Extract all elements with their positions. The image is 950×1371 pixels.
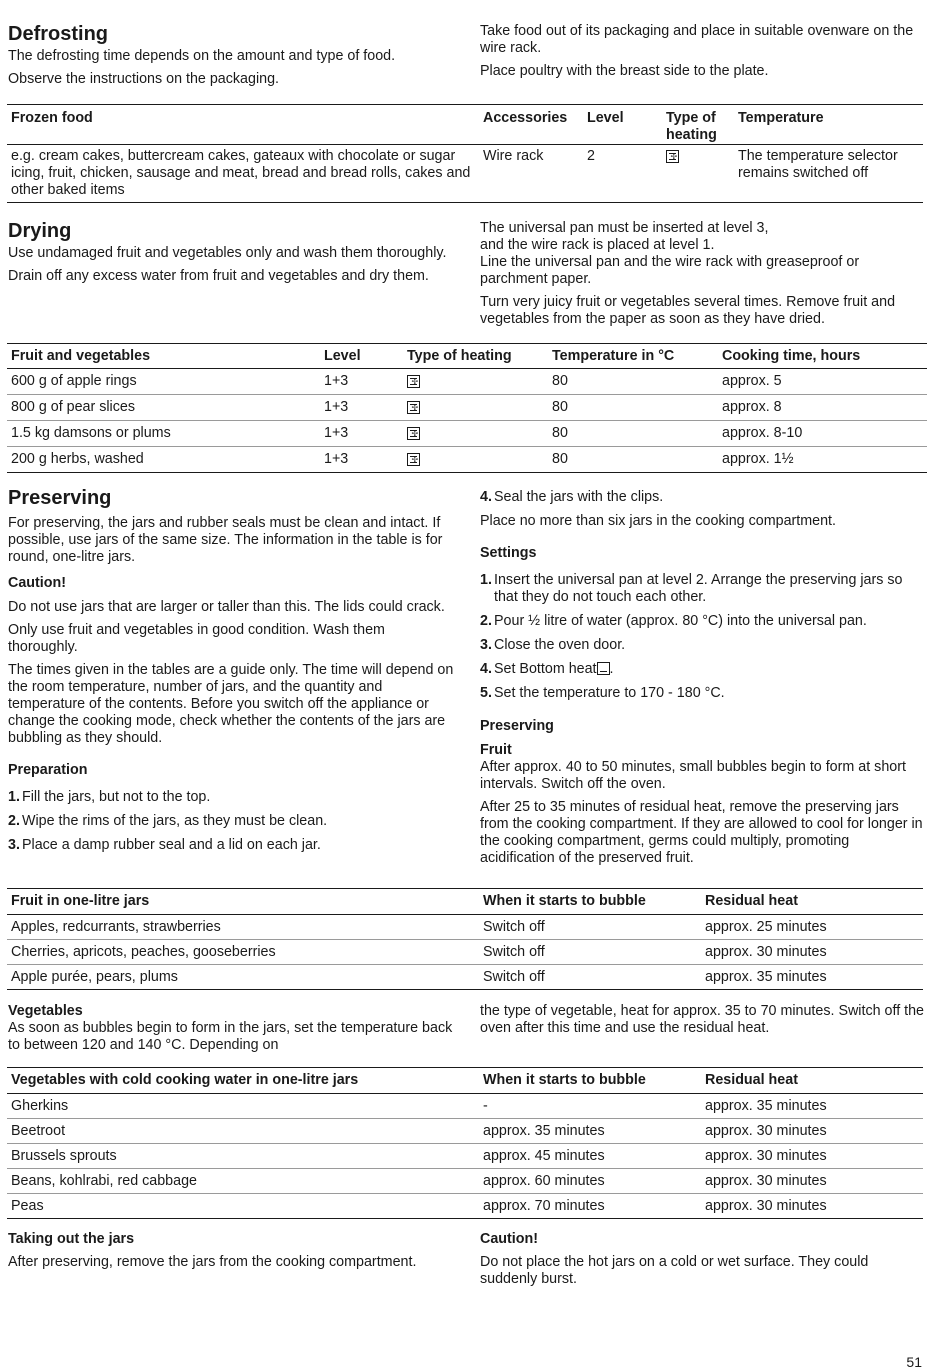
caution-text: Do not use jars that are larger or taller than this. The lids could crack.	[8, 599, 445, 615]
table-cell: Wire rack	[483, 148, 544, 164]
table-row	[7, 965, 923, 990]
drying-text: The universal pan must be inserted at level 3,	[480, 220, 769, 236]
table-cell: Gherkins	[11, 1098, 69, 1114]
list-item: 2. Pour ½ litre of water (approx. 80 °C) into the universal pan.	[480, 613, 867, 629]
drying-text: Line the universal pan and the wire rack with greaseproof or parchment paper.	[480, 254, 860, 287]
table-row	[7, 1094, 923, 1119]
list-item: 1. Fill the jars, but not to the top.	[8, 789, 211, 805]
preserving-subheading: Preserving	[480, 718, 554, 734]
table-cell: Cherries, apricots, peaches, gooseberries	[11, 944, 276, 960]
table-cell: Switch off	[483, 969, 545, 985]
table-cell: Beans, kohlrabi, red cabbage	[11, 1173, 197, 1189]
preserving-left-column	[8, 486, 458, 861]
table-header: Residual heat	[705, 893, 798, 909]
table-cell: approx. 25 minutes	[705, 919, 827, 935]
table-cell: approx. 8-10	[722, 425, 803, 441]
table-header: Residual heat	[705, 1072, 798, 1088]
hot-air-icon: ✢	[407, 401, 420, 414]
table-cell: The temperature selector remains switched off	[738, 148, 898, 181]
defrosting-text: Observe the instructions on the packaging.	[8, 71, 280, 87]
list-item: 4. Seal the jars with the clips.	[480, 489, 664, 505]
table-cell	[403, 421, 548, 447]
table-cell: Apples, redcurrants, strawberries	[11, 919, 221, 935]
table-header: When it starts to bubble	[483, 893, 646, 909]
table-row	[7, 145, 923, 203]
hot-air-icon: ✢	[407, 375, 420, 388]
table-cell	[403, 395, 548, 421]
table-cell: Apple purée, pears, plums	[11, 969, 178, 985]
table-cell: e.g. cream cakes, buttercream cakes, gateaux with chocolate or sugar icing, fruit, chicken, sausage and meat, bread and bread rolls, cakes and other baked items	[11, 148, 471, 198]
table-row	[7, 421, 927, 447]
table-cell: approx. 5	[722, 373, 782, 389]
table-row	[7, 1169, 923, 1194]
table-header: Level	[324, 348, 361, 364]
settings-steps	[480, 572, 925, 702]
settings-heading: Settings	[480, 545, 537, 561]
bottom-heat-icon	[597, 662, 610, 675]
table-cell: approx. 30 minutes	[705, 1123, 827, 1139]
table-header: Fruit in one-litre jars	[11, 893, 150, 909]
table-cell: 600 g of apple rings	[11, 373, 137, 389]
list-item: 1. Insert the universal pan at level 2. Arrange the preserving jars so that they do not touch each other.	[480, 572, 903, 605]
hot-air-icon: ✢	[407, 453, 420, 466]
table-header: Fruit and vegetables	[11, 348, 151, 364]
preparation-steps	[8, 789, 458, 854]
fruit-table	[7, 888, 923, 990]
table-cell: approx. 30 minutes	[705, 944, 827, 960]
list-item: 5. Set the temperature to 170 - 180 °C.	[480, 685, 725, 701]
table-header: Temperature in °C	[552, 348, 675, 364]
table-cell: 80	[552, 425, 568, 441]
table-row	[7, 1144, 923, 1169]
table-header: Type of heating	[407, 348, 512, 364]
defrosting-table	[7, 104, 923, 203]
max-jars-text: Place no more than six jars in the cooking compartment.	[480, 513, 837, 529]
defrosting-title: Defrosting	[8, 23, 108, 45]
table-cell: 80	[552, 451, 568, 467]
table-header: Accessories	[483, 110, 568, 126]
table-row	[7, 915, 923, 940]
vegetables-heading: Vegetables	[8, 1003, 83, 1019]
table-cell: approx. 35 minutes	[705, 969, 827, 985]
table-row	[7, 395, 927, 421]
table-header: Vegetables with cold cooking water in one-litre jars	[11, 1072, 359, 1088]
preserving-right-column	[480, 489, 925, 873]
caution-heading: Caution!	[8, 575, 66, 591]
hot-air-icon: ✢	[407, 427, 420, 440]
table-cell: approx. 70 minutes	[483, 1198, 605, 1214]
defrosting-left-column	[8, 22, 463, 94]
table-header-row	[7, 1068, 923, 1094]
table-row	[7, 447, 927, 473]
table-cell: Peas	[11, 1198, 44, 1214]
preserving-intro: For preserving, the jars and rubber seals must be clean and intact. If possible, use jars of the same size. The information in the table is for round, one-litre jars.	[8, 515, 443, 565]
table-cell: approx. 35 minutes	[705, 1098, 827, 1114]
drying-table	[7, 343, 927, 473]
table-header-row	[7, 344, 927, 369]
table-cell	[662, 145, 734, 203]
table-cell: approx. 30 minutes	[705, 1148, 827, 1164]
list-item: 3. Close the oven door.	[480, 637, 626, 653]
table-cell: approx. 35 minutes	[483, 1123, 605, 1139]
table-header: Level	[587, 110, 624, 126]
table-cell: Brussels sprouts	[11, 1148, 117, 1164]
table-cell: 80	[552, 373, 568, 389]
caution-text: Do not place the hot jars on a cold or wet surface. They could suddenly burst.	[480, 1254, 869, 1287]
taking-out-text: After preserving, remove the jars from the cooking compartment.	[8, 1254, 417, 1270]
vegetables-table	[7, 1067, 923, 1219]
preserving-title: Preserving	[8, 487, 112, 509]
caution-text: Only use fruit and vegetables in good condition. Wash them thoroughly.	[8, 622, 385, 655]
table-header: When it starts to bubble	[483, 1072, 646, 1088]
list-item: 4. Set Bottom heat .	[480, 661, 614, 677]
drying-text: and the wire rack is placed at level 1.	[480, 237, 715, 253]
table-cell: approx. 30 minutes	[705, 1173, 827, 1189]
table-header-row	[7, 105, 923, 145]
table-row	[7, 369, 927, 395]
caution-column	[480, 1231, 925, 1294]
table-cell: approx. 60 minutes	[483, 1173, 605, 1189]
table-cell: approx. 30 minutes	[705, 1198, 827, 1214]
list-item: 3. Place a damp rubber seal and a lid on each jar.	[8, 837, 321, 853]
table-cell: 1+3	[324, 451, 349, 467]
drying-title: Drying	[8, 220, 72, 242]
table-row	[7, 940, 923, 965]
table-cell: 1+3	[324, 425, 349, 441]
preparation-heading: Preparation	[8, 762, 88, 778]
drying-right-column	[480, 220, 925, 334]
caution-heading: Caution!	[480, 1231, 538, 1247]
vegetables-left-column	[8, 1003, 458, 1060]
table-cell: 80	[552, 399, 568, 415]
table-row	[7, 1194, 923, 1219]
table-cell: Beetroot	[11, 1123, 66, 1139]
table-header: Type of heating	[666, 110, 717, 143]
table-cell: 1.5 kg damsons or plums	[11, 425, 171, 441]
table-cell: -	[483, 1098, 488, 1114]
taking-out-column	[8, 1231, 458, 1277]
table-cell: approx. 1½	[722, 451, 794, 467]
hot-air-icon: ✢	[666, 150, 679, 163]
drying-left-column	[8, 219, 463, 291]
preparation-steps-continued	[480, 489, 925, 506]
fruit-text: After 25 to 35 minutes of residual heat, remove the preserving jars from the cooking compartment. If they are allowed to cool for longer in the cooking compartment, germs could multiply, promoting acidification of the preserved fruit.	[480, 799, 923, 866]
table-cell: Switch off	[483, 919, 545, 935]
table-row	[7, 1119, 923, 1144]
table-cell: 200 g herbs, washed	[11, 451, 144, 467]
table-cell: 1+3	[324, 373, 349, 389]
defrosting-right-column	[480, 23, 925, 86]
drying-text: Turn very juicy fruit or vegetables several times. Remove fruit and vegetables from the paper as soon as they have dried.	[480, 294, 896, 327]
table-cell	[403, 369, 548, 395]
defrosting-text: Take food out of its packaging and place in suitable ovenware on the wire rack.	[480, 23, 914, 56]
vegetables-text: As soon as bubbles begin to form in the jars, set the temperature back to between 120 and 140 °C. Depending on	[8, 1020, 453, 1053]
caution-text: The times given in the tables are a guide only. The time will depend on the room temperature, number of jars, and the quantity and temperature of the contents. Before you switch off the appliance or change the cooking mode, check whether the contents of the jars are bubbling as they should.	[8, 662, 454, 746]
defrosting-text: Place poultry with the breast side to the plate.	[480, 63, 769, 79]
list-item: 2. Wipe the rims of the jars, as they must be clean.	[8, 813, 328, 829]
fruit-text: After approx. 40 to 50 minutes, small bubbles begin to form at short intervals. Switch off the oven.	[480, 759, 906, 792]
table-cell	[403, 447, 548, 473]
table-cell: approx. 45 minutes	[483, 1148, 605, 1164]
table-cell: approx. 8	[722, 399, 782, 415]
table-header-row	[7, 889, 923, 915]
table-cell: 1+3	[324, 399, 349, 415]
vegetables-text: the type of vegetable, heat for approx. 35 to 70 minutes. Switch off the oven after this time and use the residual heat.	[480, 1003, 925, 1036]
table-cell: 800 g of pear slices	[11, 399, 135, 415]
table-header: Cooking time, hours	[722, 348, 861, 364]
table-header: Frozen food	[11, 110, 93, 126]
page-number: 51	[906, 1354, 922, 1370]
taking-out-heading: Taking out the jars	[8, 1231, 135, 1247]
drying-text: Use undamaged fruit and vegetables only and wash them thoroughly.	[8, 245, 447, 261]
table-cell: Switch off	[483, 944, 545, 960]
table-cell: 2	[587, 148, 595, 164]
defrosting-text: The defrosting time depends on the amount and type of food.	[8, 48, 396, 64]
fruit-heading: Fruit	[480, 742, 512, 758]
vegetables-right-column	[480, 1003, 925, 1043]
table-header: Temperature	[738, 110, 824, 126]
drying-text: Drain off any excess water from fruit and vegetables and dry them.	[8, 268, 429, 284]
